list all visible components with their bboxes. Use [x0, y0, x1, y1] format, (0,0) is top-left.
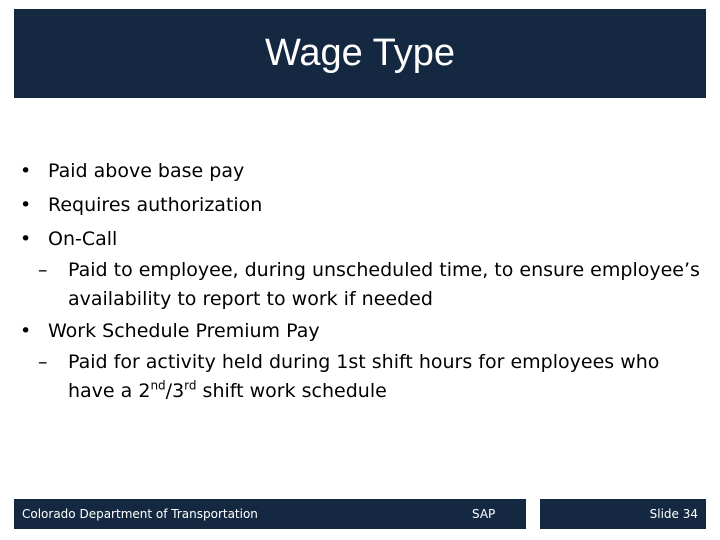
bullet-icon: •	[20, 228, 32, 250]
footer-organization: Colorado Department of Transportation	[22, 507, 258, 521]
sub-bullet-item	[28, 256, 700, 314]
bullet-text: Paid above base pay	[48, 160, 245, 182]
sub-bullet-text: Paid to employee, during unscheduled time, to ensure employee’s availability to report to work if needed	[68, 259, 700, 310]
bullet-text: On-Call	[48, 228, 118, 250]
bullet-icon: •	[20, 194, 32, 216]
sub-bullet-text-part: shift work schedule	[196, 380, 387, 402]
slide-number: Slide 34	[649, 507, 698, 521]
footer-bar	[14, 499, 526, 529]
footer-system: SAP	[472, 507, 496, 521]
bullet-item	[20, 314, 700, 348]
sub-bullet-text-part: Paid for activity held during 1st shift hours for employees who have a 2	[68, 351, 660, 402]
dash-icon: –	[38, 351, 48, 373]
ordinal-suffix: rd	[184, 378, 197, 393]
dash-icon: –	[38, 259, 48, 281]
bullet-icon: •	[20, 160, 32, 182]
slide-title: Wage Type	[264, 32, 456, 74]
bullet-text: Work Schedule Premium Pay	[48, 320, 320, 342]
sub-bullet-text	[68, 351, 659, 402]
bullet-list	[20, 154, 700, 406]
slide-content	[20, 154, 700, 406]
bullet-item	[20, 188, 700, 222]
bullet-item	[20, 154, 700, 188]
sub-bullet-text-part: /3	[165, 380, 185, 402]
sub-bullet-item	[28, 348, 700, 406]
bullet-text: Requires authorization	[48, 194, 263, 216]
title-bar	[14, 9, 706, 98]
footer-slide-number-bar	[540, 499, 706, 529]
ordinal-suffix: nd	[150, 378, 166, 393]
bullet-item	[20, 222, 700, 256]
bullet-icon: •	[20, 320, 32, 342]
